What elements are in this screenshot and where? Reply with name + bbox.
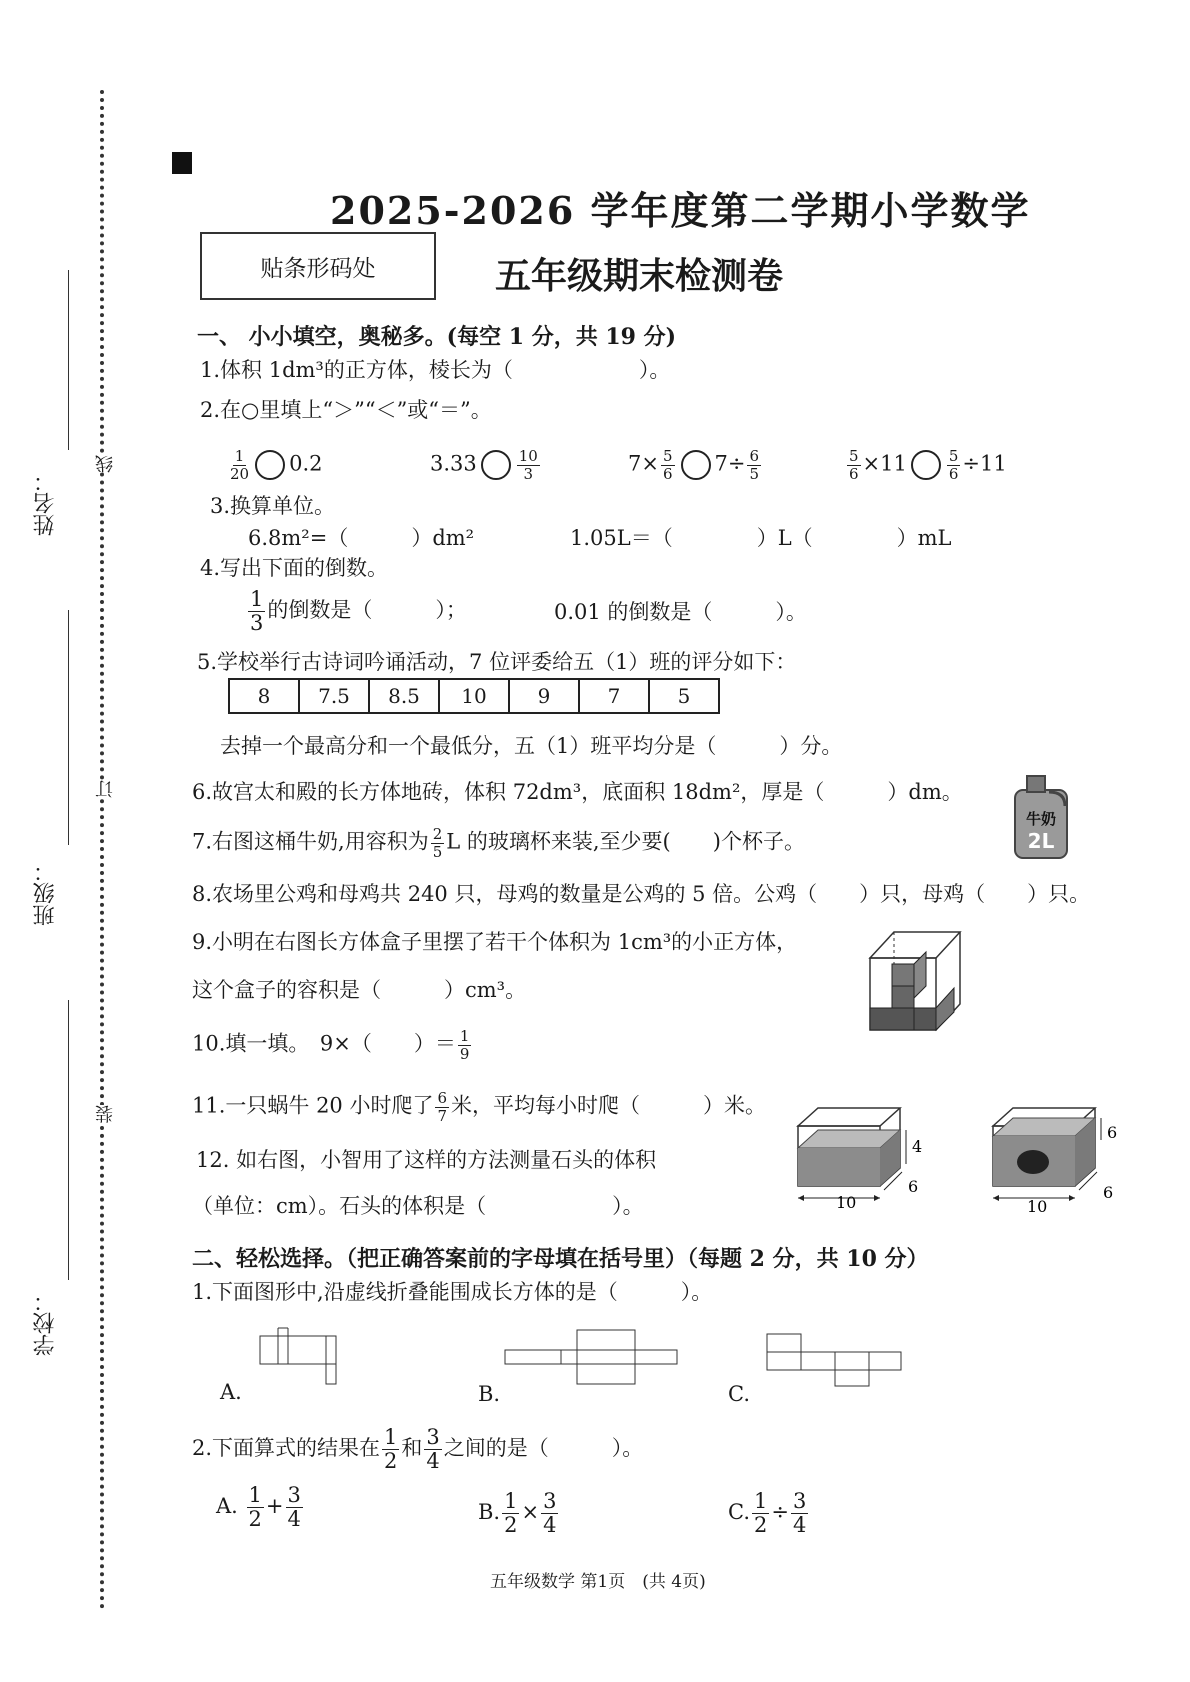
q1-2-item-d: $\frac{5}{6}$ ×11 $\frac{5}{6}$ ÷11	[849, 447, 1007, 483]
q2-1-option-b[interactable]: B.	[478, 1382, 501, 1406]
q1-2-item-c: 7× $\frac{5}{6}$ 7÷ $\frac{6}{5}$	[628, 447, 760, 483]
milk-jug-icon	[1005, 772, 1075, 862]
tank1-depth: 6	[908, 1177, 919, 1196]
q1-12-b: （单位：cm）。石头的体积是（ ）。	[192, 1194, 644, 1218]
q1-6: 6.故宫太和殿的长方体地砖，体积 72dm³，底面积 18dm²，厚是（ ）dm。	[192, 780, 963, 804]
score-cell: 7	[579, 679, 649, 713]
q1-12-a: 12. 如右图，小智用了这样的方法测量石头的体积	[196, 1148, 657, 1172]
net-figure-c	[765, 1332, 905, 1388]
tank1-height: 4	[912, 1137, 923, 1156]
q1-1: 1.体积 1dm³的正方体，棱长为（ ）。	[200, 358, 671, 382]
bind-char-zhuang: 装	[93, 1105, 119, 1123]
q2-1-option-c[interactable]: C.	[728, 1382, 750, 1406]
section1-heading: 一、 小小填空，奥秘多。(每空 1 分，共 19 分)	[197, 324, 677, 350]
cube-box-figure	[868, 926, 968, 1036]
class-write-line[interactable]	[68, 610, 69, 845]
q1-7: 7.右图这桶牛奶,用容积为 $\frac{2}{5}$ L 的玻璃杯来装,至少要( )个杯子。	[192, 825, 805, 861]
score-cell: 8.5	[369, 679, 439, 713]
q1-5: 5.学校举行古诗词吟诵活动，7 位评委给五（1）班的评分如下：	[197, 650, 797, 674]
binding-dotted-line	[100, 90, 104, 1610]
class-label: 班级：	[33, 860, 58, 926]
compare-circle[interactable]	[911, 450, 941, 480]
q1-10: 10.填一填。 9×（ ）＝ $\frac{1}{9}$	[192, 1027, 470, 1063]
barcode-label: 贴条形码处	[260, 255, 376, 282]
page-title: 2025-2026 学年度第二学期小学数学	[330, 188, 1031, 233]
q1-4: 4.写出下面的倒数。	[200, 556, 389, 580]
jug-label-text: 牛奶	[1025, 810, 1057, 828]
score-cell: 7.5	[299, 679, 369, 713]
q1-2-item-b: 3.33 $\frac{10}{3}$	[430, 447, 538, 483]
bind-char-xian: 线	[93, 455, 119, 473]
score-cell: 8	[229, 679, 299, 713]
score-cell: 5	[649, 679, 719, 713]
q1-2-item-a: $\frac{1}{20}$ 0.2	[230, 447, 323, 483]
name-label: 姓名：	[33, 470, 58, 536]
q2-2-option-c[interactable]: C. $\frac{1}{2}$ ÷ $\frac{3}{4}$	[728, 1489, 807, 1538]
q1-9-a: 9.小明在右图长方体盒子里摆了若干个体积为 1cm³的小正方体，	[192, 930, 798, 954]
net-figure-a	[258, 1326, 358, 1386]
q2-1-option-a[interactable]: A.	[220, 1380, 242, 1404]
tank1-width: 10	[836, 1193, 857, 1210]
page-subtitle: 五年级期末检测卷	[495, 256, 784, 297]
water-tank-figure-2	[985, 1100, 1135, 1215]
score-table	[228, 678, 720, 714]
compare-circle[interactable]	[681, 450, 711, 480]
tank2-height: 6	[1107, 1123, 1118, 1142]
bind-char-ding: 订	[93, 780, 119, 798]
q1-11: 11.一只蜗牛 20 小时爬了 $\frac{6}{7}$ 米，平均每小时爬（ ）米。	[192, 1089, 767, 1125]
section2-heading: 二、轻松选择。（把正确答案前的字母填在括号里）（每题 2 分，共 10 分）	[192, 1246, 929, 1272]
q1-5-tail: 去掉一个最高分和一个最低分，五（1）班平均分是（ ）分。	[220, 734, 843, 758]
water-tank-figure-1	[790, 1100, 940, 1210]
q2-1: 1.下面图形中,沿虚线折叠能围成长方体的是（ ）。	[192, 1280, 713, 1304]
tank2-width: 10	[1027, 1197, 1048, 1215]
score-cell: 10	[439, 679, 509, 713]
tank2-depth: 6	[1103, 1183, 1114, 1202]
q1-9-b: 这个盒子的容积是（ ）cm³。	[192, 978, 527, 1002]
q2-2-option-b[interactable]: B. $\frac{1}{2}$ × $\frac{3}{4}$	[478, 1489, 557, 1538]
q1-4-b: 0.01 的倒数是（ ）。	[554, 600, 807, 624]
compare-circle[interactable]	[255, 450, 285, 480]
name-write-line[interactable]	[68, 270, 69, 450]
q1-3: 3.换算单位。	[210, 494, 336, 518]
page-footer: 五年级数学 第1页 (共 4页)	[490, 1572, 706, 1592]
school-label: 学校：	[33, 1290, 58, 1356]
q1-3-a: 6.8m²=（ ）dm²	[248, 526, 475, 550]
school-write-line[interactable]	[68, 1000, 69, 1280]
q1-8: 8.农场里公鸡和母鸡共 240 只，母鸡的数量是公鸡的 5 倍。公鸡（ ）只，母鸡（ ）只。	[192, 882, 1091, 906]
q1-4-a: $\frac{1}{3}$ 的倒数是（ ）；	[250, 587, 467, 636]
q2-2: 2.下面算式的结果在 $\frac{1}{2}$ 和 $\frac{3}{4}$ 之间的是（ ）。	[192, 1425, 644, 1474]
q2-2-option-a[interactable]: A. $\frac{1}{2}$ + $\frac{3}{4}$	[216, 1483, 301, 1532]
compare-circle[interactable]	[481, 450, 511, 480]
corner-mark-icon	[172, 152, 192, 174]
jug-volume-text: 2L	[1027, 829, 1055, 853]
q1-3-b: 1.05L＝（ ）L（ ）mL	[570, 526, 952, 550]
net-figure-b	[503, 1328, 683, 1388]
score-cell: 9	[509, 679, 579, 713]
barcode-box	[200, 232, 436, 300]
q1-2: 2.在○里填上“＞”“＜”或“＝”。	[200, 398, 492, 422]
